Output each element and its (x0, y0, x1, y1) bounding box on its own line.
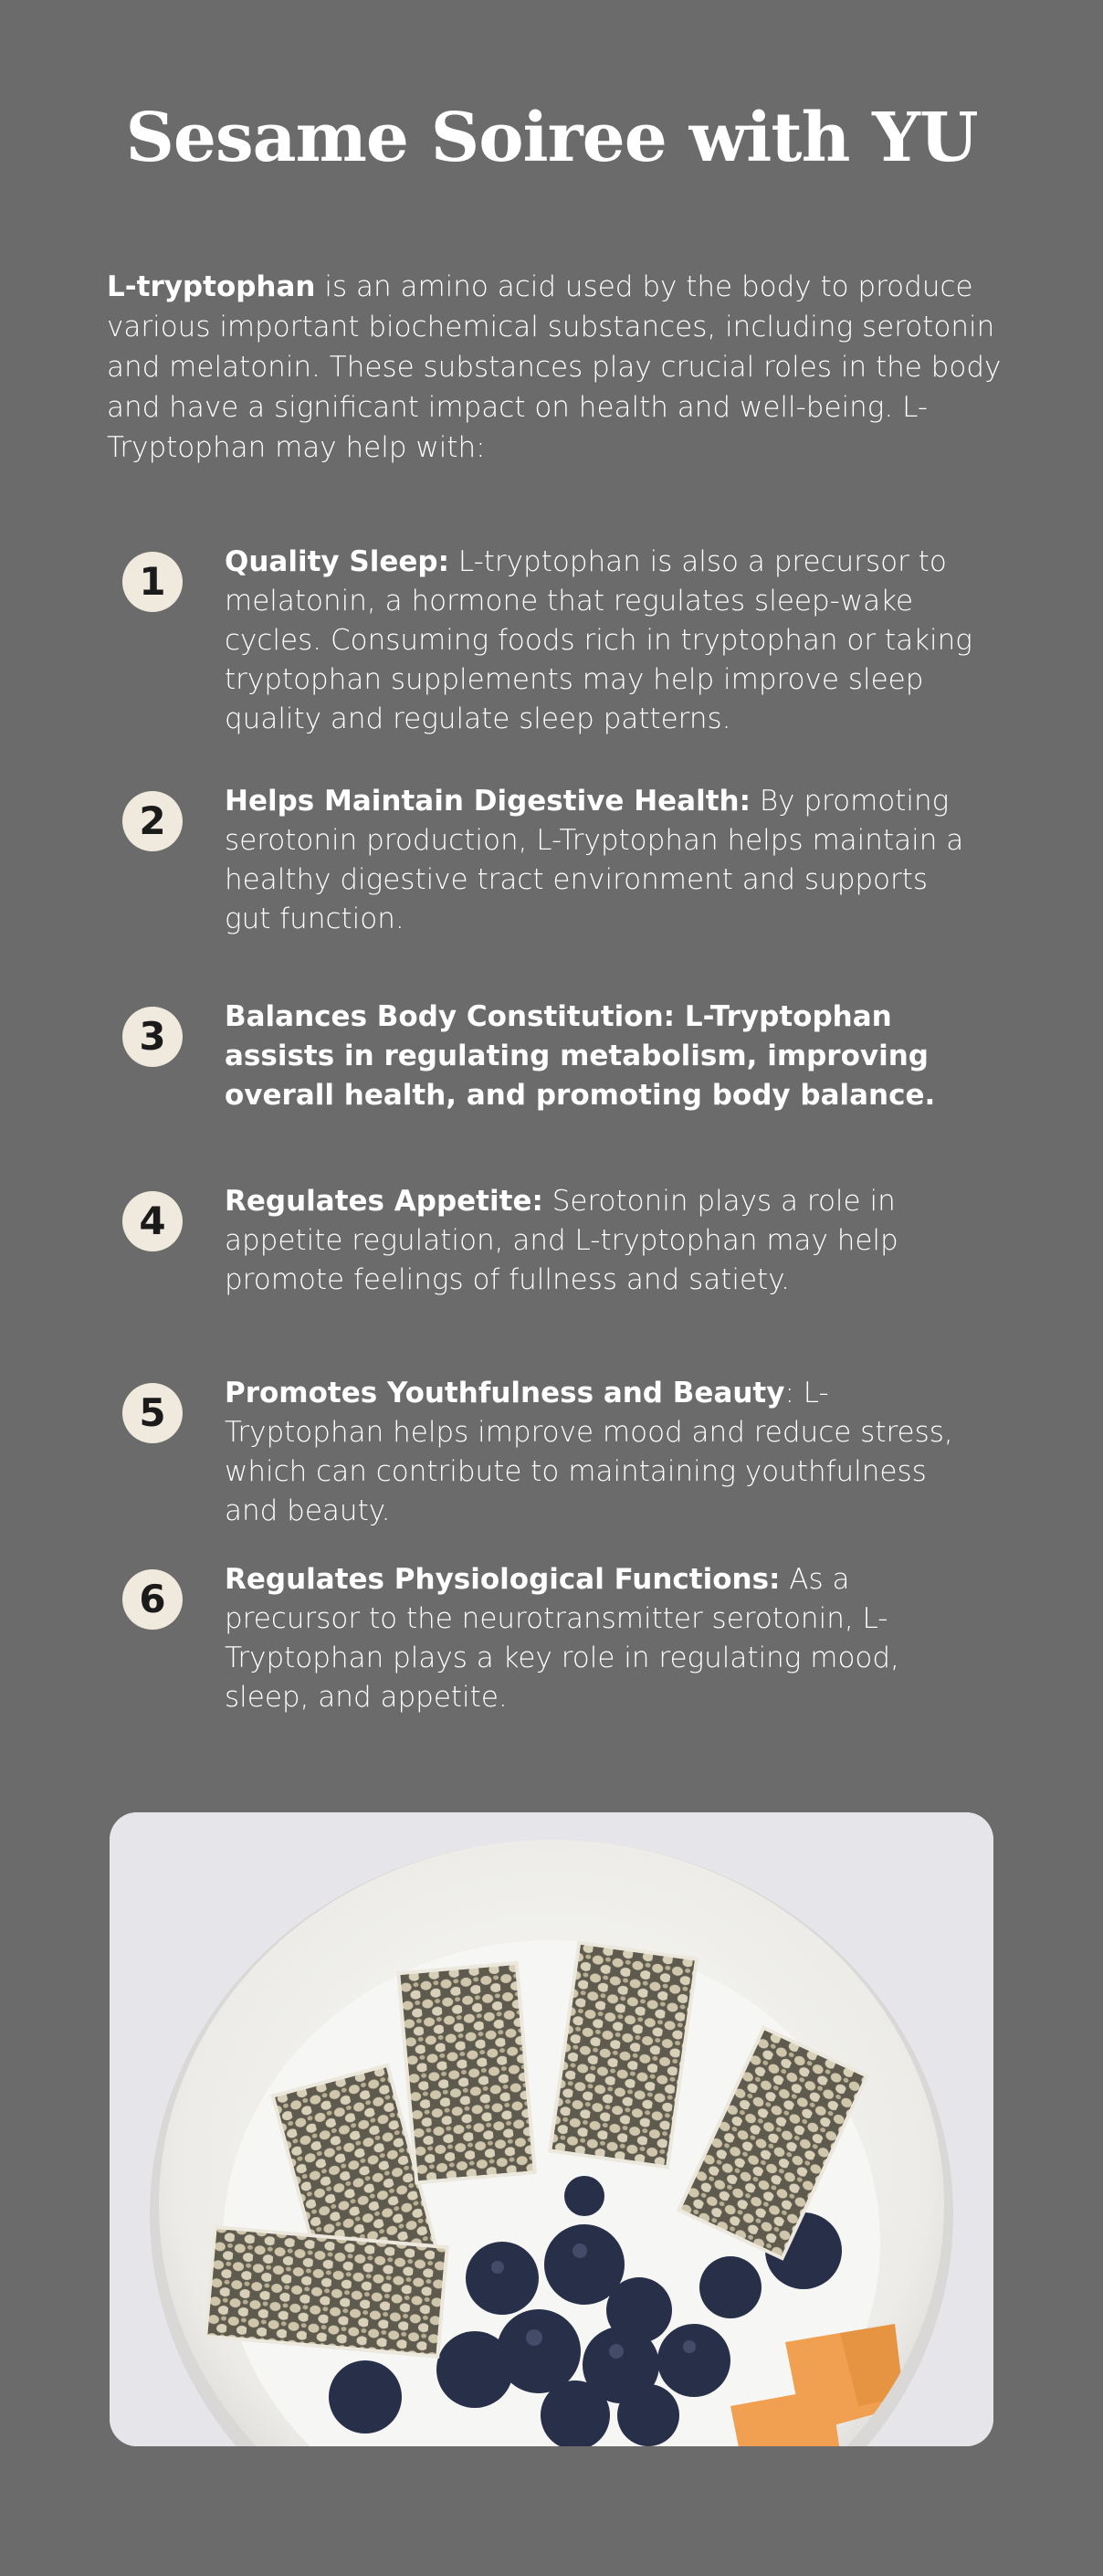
benefit-heading: Regulates Physiological Functions: (225, 1563, 781, 1596)
intro-text: is an amino acid used by the body to produce various important biochemical substances, including serotonin and melatonin. These substances play crucial roles in the body and have a significant impact on health and well-being. L-Tryptophan may help with: (107, 270, 1002, 464)
number-badge: 3 (122, 1007, 183, 1067)
benefit-text (225, 1560, 973, 1717)
page-title: Sesame Soiree with YU (125, 99, 978, 177)
benefit-heading: Helps Maintain Digestive Health: (225, 785, 751, 818)
benefit-heading: Regulates Appetite: (225, 1185, 543, 1218)
benefit-heading: Quality Sleep: (225, 545, 450, 578)
benefit-heading: Promotes Youthfulness and Beauty (225, 1377, 785, 1409)
food-photo (110, 1812, 993, 2446)
benefit-body: : L-Tryptophan helps improve mood and reduce stress, which can contribute to maintaining youthfulness and beauty. (225, 1377, 953, 1527)
number-badge: 1 (122, 552, 183, 612)
benefit-text (225, 1374, 973, 1531)
yogurt-bowl-image (110, 1812, 993, 2446)
benefit-body: L-tryptophan is also a precursor to melatonin, a hormone that regulates sleep-wake cycles. Consuming foods rich in tryptophan or taking tryptophan supplements may help improve sleep quality and regulate sleep patterns. (225, 545, 972, 735)
benefit-body: By promoting serotonin production, L-Tryptophan helps maintain a healthy digestive tract environment and supports gut function. (225, 785, 964, 935)
benefit-text (225, 543, 973, 739)
benefit-body: Serotonin plays a role in appetite regulation, and L-tryptophan may help promote feelings of fullness and satiety. (225, 1185, 898, 1296)
number-badge: 4 (122, 1191, 183, 1251)
intro-paragraph (107, 267, 1002, 468)
benefit-heading: Balances Body Constitution: (225, 1000, 676, 1033)
benefit-text (225, 782, 973, 939)
number-badge: 5 (122, 1383, 183, 1443)
benefit-text (225, 1182, 973, 1300)
intro-bold-term: L-tryptophan (107, 270, 316, 303)
number-badge: 2 (122, 791, 183, 851)
benefit-text (225, 998, 973, 1115)
benefit-body: L-Tryptophan assists in regulating metabolism, improving overall health, and promoting body balance. (225, 1000, 936, 1112)
number-badge: 6 (122, 1569, 183, 1630)
benefit-body: As a precursor to the neurotransmitter serotonin, L-Tryptophan plays a key role in regulating mood, sleep, and appetite. (225, 1563, 899, 1714)
